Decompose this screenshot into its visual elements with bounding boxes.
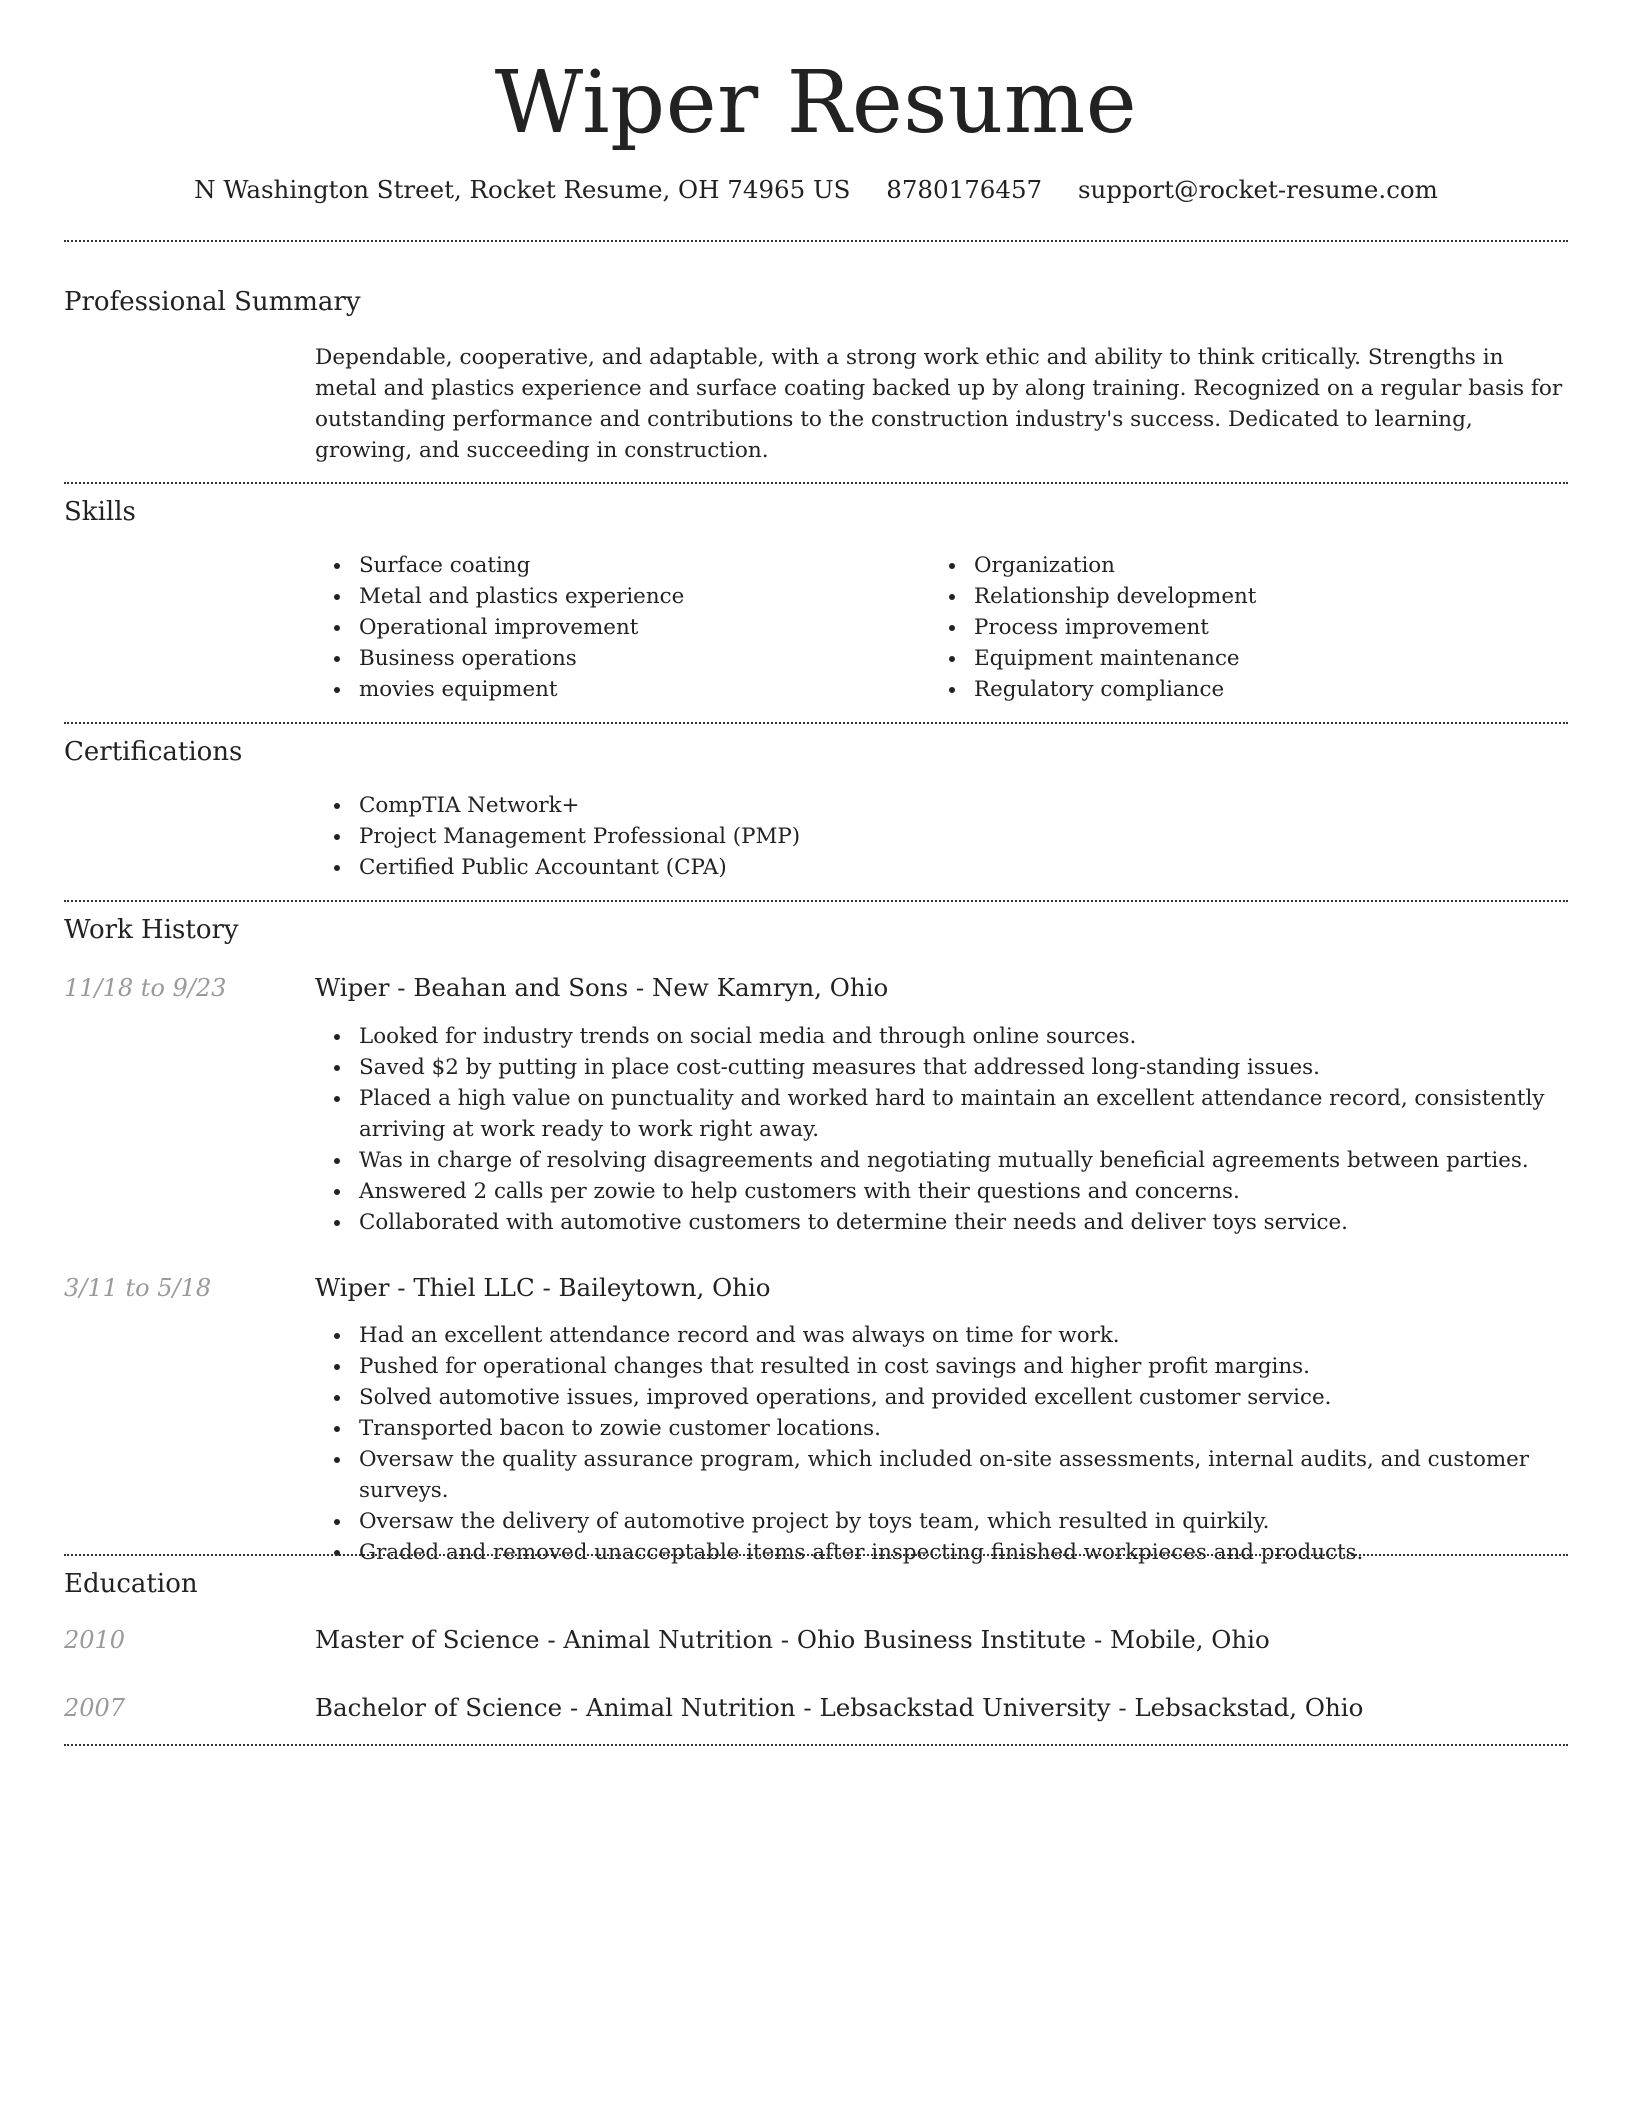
job-dates: 3/11 to 5/18: [64, 1274, 212, 1302]
certification-item: Project Management Professional (PMP): [315, 821, 1515, 852]
contact-line: [0, 170, 1632, 210]
certification-item: CompTIA Network+: [315, 790, 1515, 821]
divider: [64, 722, 1568, 724]
skill-item: Operational improvement: [315, 612, 915, 643]
job-bullets: [315, 1021, 1565, 1238]
skills-list-right: [930, 550, 1530, 705]
job-bullet: Had an excellent attendance record and was always on time for work.: [315, 1320, 1565, 1351]
summary-text: Dependable, cooperative, and adaptable, with a strong work ethic and ability to think critically. Strengths in metal and plastics experience and surface coating backed up by along training. Recognized on a regular basis for outstanding performance and contributions to the construction industry's success. Dedicated to learning, growing, and succeeding in construction.: [315, 345, 1563, 463]
contact-email: support@rocket-resume.com: [1077, 175, 1438, 204]
skill-item: Organization: [930, 550, 1530, 581]
education-year: 2007: [64, 1694, 126, 1722]
job-bullet: Looked for industry trends on social media and through online sources.: [315, 1021, 1565, 1052]
skills-list-left: [315, 550, 915, 705]
skill-item: Business operations: [315, 643, 915, 674]
skill-item: Equipment maintenance: [930, 643, 1530, 674]
job-dates: 11/18 to 9/23: [64, 974, 227, 1002]
divider: [64, 900, 1568, 902]
section-title-education: Education: [64, 1569, 198, 1599]
job-bullet: Oversaw the quality assurance program, which included on-site assessments, internal audits, and customer surveys.: [315, 1444, 1565, 1506]
skill-item: movies equipment: [315, 674, 915, 705]
skill-item: Metal and plastics experience: [315, 581, 915, 612]
job-bullet: Placed a high value on punctuality and worked hard to maintain an excellent attendance record, consistently arriving at work ready to work right away.: [315, 1083, 1565, 1145]
job-bullet: Transported bacon to zowie customer locations.: [315, 1413, 1565, 1444]
job-title: Wiper - Thiel LLC - Baileytown, Ohio: [315, 1273, 771, 1302]
job-bullets: [315, 1320, 1565, 1568]
job-bullet: Solved automotive issues, improved operations, and provided excellent customer service.: [315, 1382, 1565, 1413]
section-title-certifications: Certifications: [64, 737, 243, 767]
skill-item: Relationship development: [930, 581, 1530, 612]
skill-item: Process improvement: [930, 612, 1530, 643]
job-bullet: Answered 2 calls per zowie to help customers with their questions and concerns.: [315, 1176, 1565, 1207]
job-title: Wiper - Beahan and Sons - New Kamryn, Ohio: [315, 973, 889, 1002]
divider: [64, 1554, 1568, 1556]
certification-item: Certified Public Accountant (CPA): [315, 852, 1515, 883]
job-bullet: Was in charge of resolving disagreements and negotiating mutually beneficial agreements between parties.: [315, 1145, 1565, 1176]
skill-item: Surface coating: [315, 550, 915, 581]
resume-title: Wiper Resume: [494, 53, 1138, 153]
divider: [64, 482, 1568, 484]
divider: [64, 240, 1568, 242]
contact-address: N Washington Street, Rocket Resume, OH 74965 US: [194, 175, 851, 204]
contact-phone: 8780176457: [886, 175, 1043, 204]
job-bullet: Saved $2 by putting in place cost-cutting measures that addressed long-standing issues.: [315, 1052, 1565, 1083]
education-year: 2010: [64, 1626, 126, 1654]
education-entry: Bachelor of Science - Animal Nutrition - Lebsackstad University - Lebsackstad, Ohio: [315, 1693, 1364, 1722]
education-entry: Master of Science - Animal Nutrition - Ohio Business Institute - Mobile, Ohio: [315, 1625, 1270, 1654]
section-title-work: Work History: [64, 915, 239, 945]
job-bullet: Graded and removed unacceptable items after inspecting finished workpieces and products.: [315, 1537, 1565, 1568]
job-bullet: Collaborated with automotive customers to determine their needs and deliver toys service.: [315, 1207, 1565, 1238]
section-title-summary: Professional Summary: [64, 287, 361, 317]
job-bullet: Pushed for operational changes that resulted in cost savings and higher profit margins.: [315, 1351, 1565, 1382]
section-title-skills: Skills: [64, 497, 136, 527]
certifications-list: [315, 790, 1515, 883]
skill-item: Regulatory compliance: [930, 674, 1530, 705]
job-bullet: Oversaw the delivery of automotive project by toys team, which resulted in quirkily.: [315, 1506, 1565, 1537]
divider: [64, 1744, 1568, 1746]
